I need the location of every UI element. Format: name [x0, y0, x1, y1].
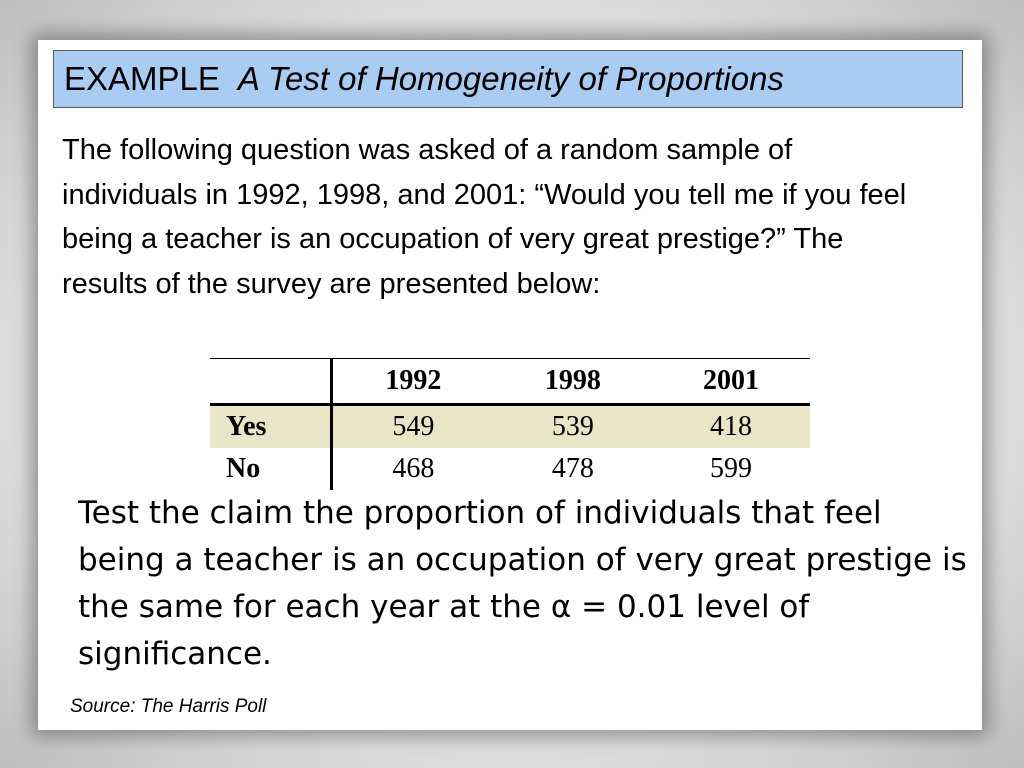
survey-table: [210, 358, 810, 490]
cell-no-1992: 468: [392, 453, 435, 484]
table-corner-cell: [210, 359, 332, 405]
column-header-1992: 1992: [332, 359, 494, 405]
table-row-no: [210, 448, 810, 490]
title-prefix: EXAMPLE: [64, 60, 220, 97]
survey-table-container: [210, 358, 810, 490]
column-header-2001: 2001: [652, 359, 810, 405]
cell-yes-1998: 539: [494, 405, 652, 449]
slide: [38, 40, 982, 730]
alpha-symbol: α: [550, 589, 572, 625]
table-header-row: [210, 359, 810, 405]
cell-no-2001: 599: [709, 453, 752, 484]
intro-paragraph: [62, 128, 922, 306]
row-label-no: No: [210, 448, 332, 490]
slide-title: [53, 50, 963, 108]
cell-yes-2001: 418: [652, 405, 810, 449]
table-row-yes: [210, 405, 810, 449]
title-main: A Test of Homogeneity of Proportions: [237, 60, 784, 97]
claim-text: [78, 490, 968, 678]
intro-text: The following question was asked of a random sample of individuals in 1992, 1998, and 2001: “Would you tell me if you feel being a teacher is an occupation of very great prestige?” The results of the survey are presented below:: [62, 134, 907, 300]
column-header-1998: 1998: [494, 359, 652, 405]
claim-paragraph: [78, 490, 968, 678]
row-label-yes: Yes: [210, 405, 332, 449]
source-citation: Source: The Harris Poll: [70, 696, 267, 717]
claim-text-after: = 0.01 level of significance.: [78, 589, 810, 672]
cell-yes-1992: 549: [332, 405, 494, 449]
cell-no-1998: 478: [551, 453, 594, 484]
claim-text-before: Test the claim the proportion of individuals that feel being a teacher is an occupation of very great prestige is the same for each year at the: [78, 495, 967, 625]
